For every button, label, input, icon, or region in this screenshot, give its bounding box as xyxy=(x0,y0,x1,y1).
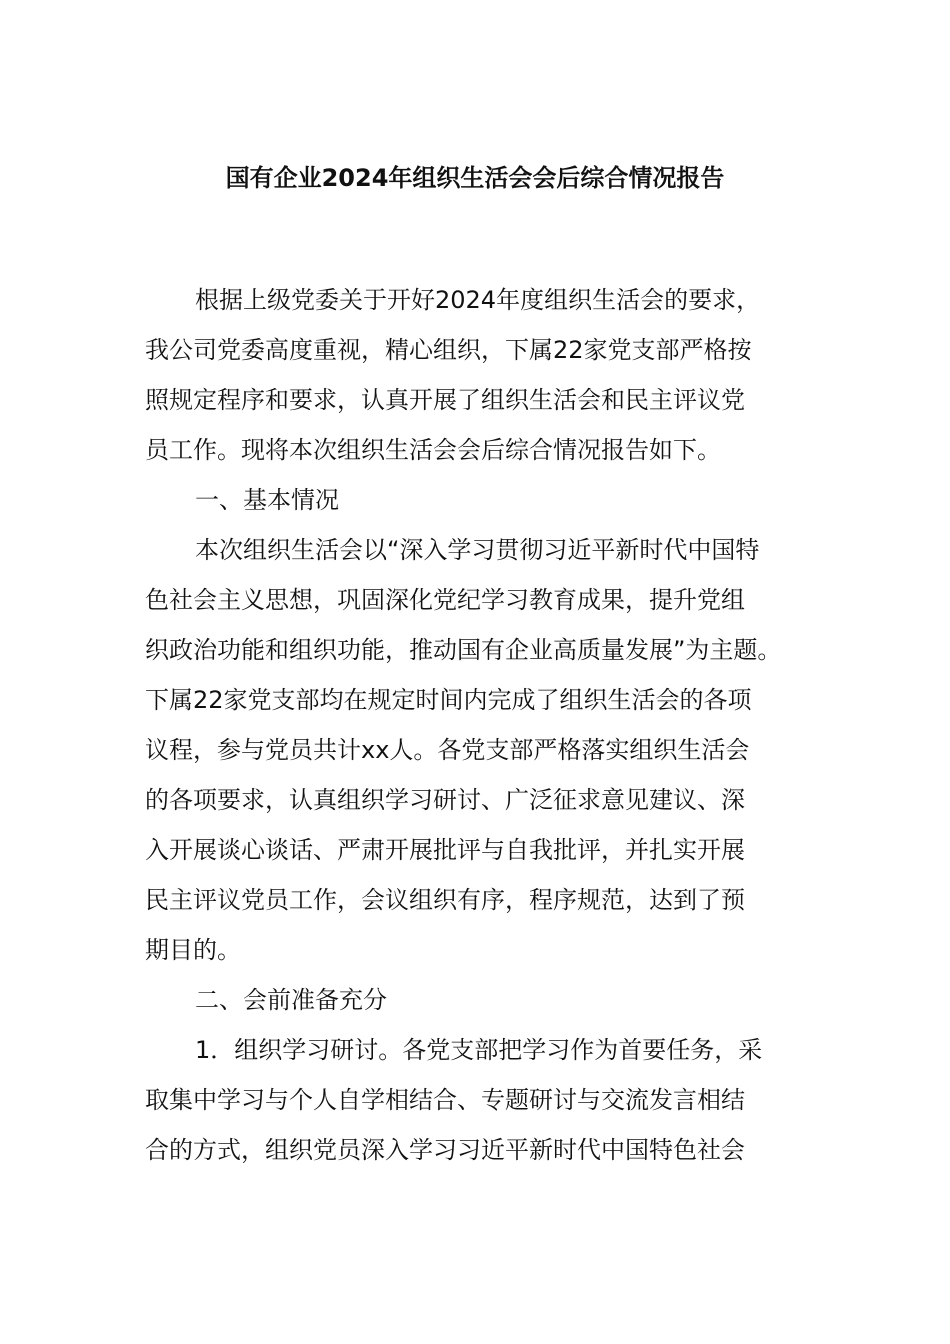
paragraph-line: 的各项要求，认真组织学习研讨、广泛征求意见建议、深 xyxy=(145,786,745,814)
paragraph-line: 民主评议党员工作，会议组织有序，程序规范，达到了预 xyxy=(145,886,745,914)
section-heading: 一、基本情况 xyxy=(195,486,339,514)
paragraph-line: 本次组织生活会以“深入学习贯彻习近平新时代中国特 xyxy=(195,536,760,564)
paragraph-line: 根据上级党委关于开好2024年度组织生活会的要求， xyxy=(195,286,761,314)
section-heading: 二、会前准备充分 xyxy=(195,986,387,1014)
paragraph-line: 我公司党委高度重视，精心组织，下属22家党支部严格按 xyxy=(145,336,752,364)
document-title: 国有企业2024年组织生活会会后综合情况报告 xyxy=(225,164,725,192)
paragraph-line: 期目的。 xyxy=(145,936,241,964)
paragraph-line: 议程，参与党员共计xx人。各党支部严格落实组织生活会 xyxy=(145,736,750,764)
paragraph-line: 色社会主义思想，巩固深化党纪学习教育成果，提升党组 xyxy=(145,586,745,614)
paragraph-line: 下属22家党支部均在规定时间内完成了组织生活会的各项 xyxy=(145,686,752,714)
paragraph-line: 取集中学习与个人自学相结合、专题研讨与交流发言相结 xyxy=(145,1086,745,1114)
paragraph-line: 员工作。现将本次组织生活会会后综合情况报告如下。 xyxy=(145,436,721,464)
paragraph-line: 织政治功能和组织功能，推动国有企业高质量发展”为主题。 xyxy=(145,636,782,664)
paragraph-line: 合的方式，组织党员深入学习习近平新时代中国特色社会 xyxy=(145,1136,745,1164)
paragraph-line: 1．组织学习研讨。各党支部把学习作为首要任务，采 xyxy=(195,1036,763,1064)
paragraph-line: 照规定程序和要求，认真开展了组织生活会和民主评议党 xyxy=(145,386,745,414)
paragraph-line: 入开展谈心谈话、严肃开展批评与自我批评，并扎实开展 xyxy=(145,836,745,864)
